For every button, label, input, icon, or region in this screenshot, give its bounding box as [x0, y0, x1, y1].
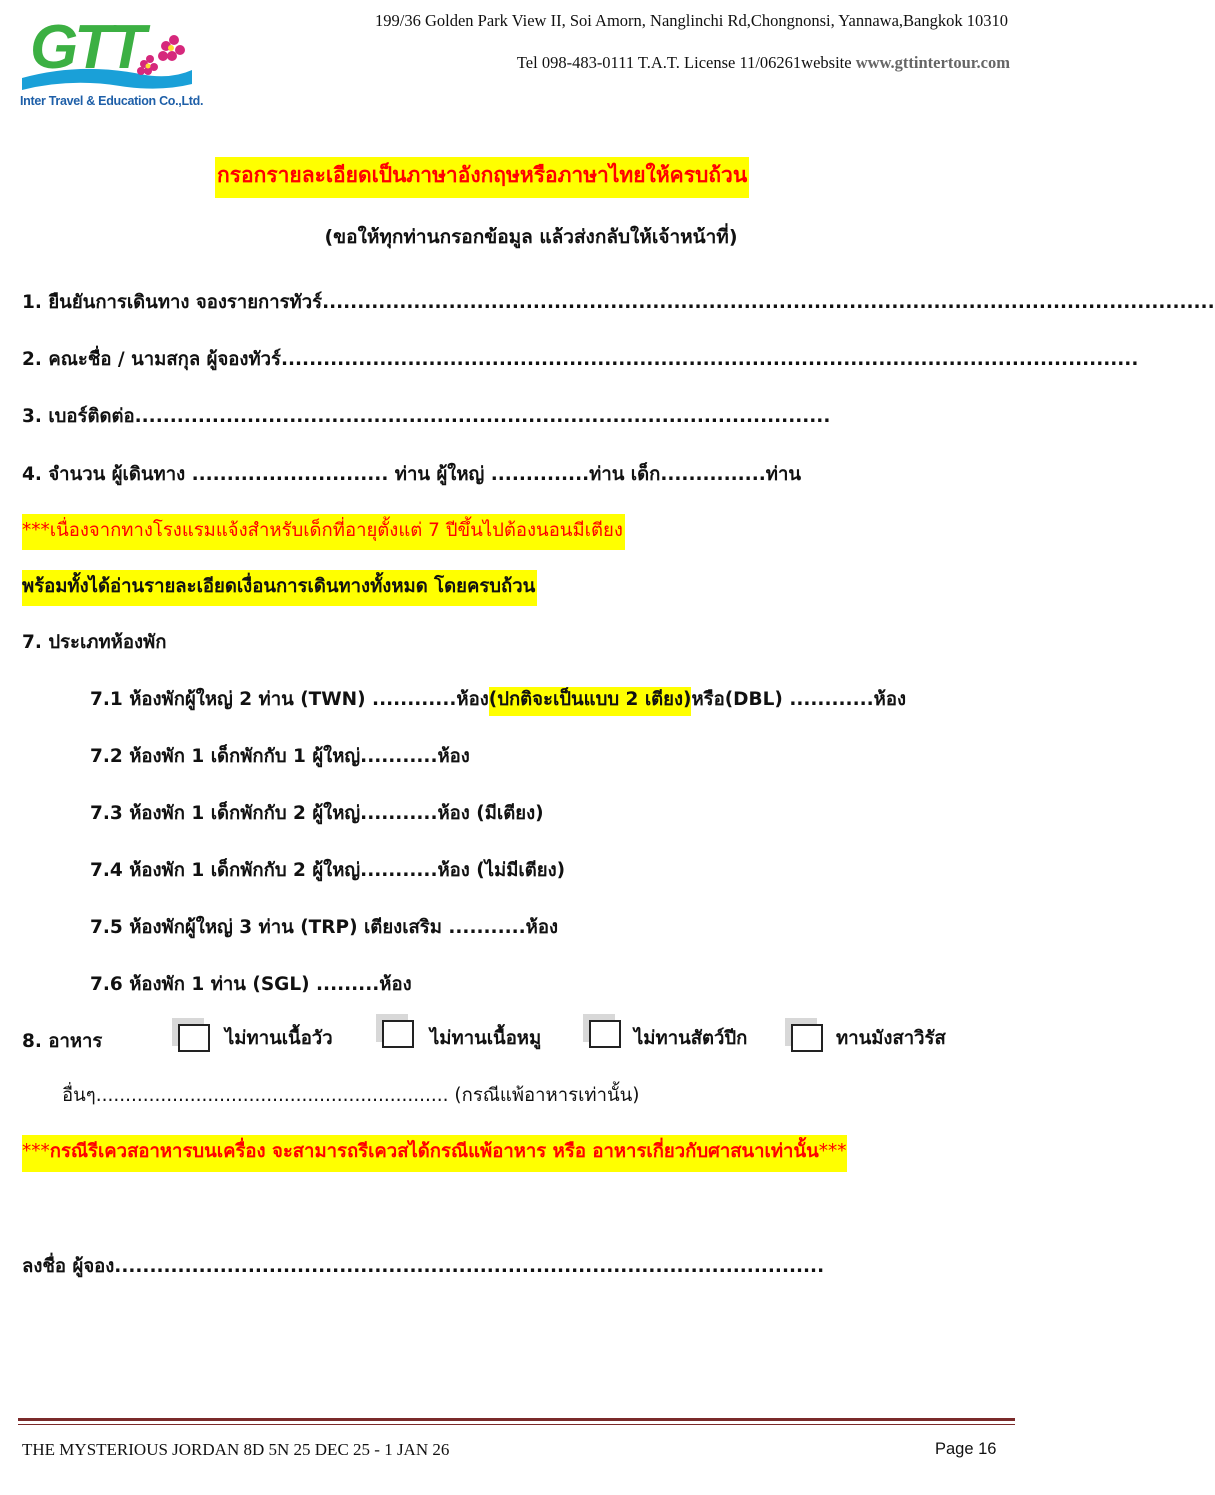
room-7-2[interactable]: 7.2 ห้องพัก 1 เด็กพักกับ 1 ผู้ใหญ่...........ห้อง [90, 746, 470, 767]
checkbox-no-beef[interactable] [178, 1024, 210, 1052]
company-address: 199/36 Golden Park View II, Soi Amorn, Nanglinchi Rd,Chongnonsi, Yannawa,Bangkok 10310 [374, 11, 1008, 30]
room-7-5[interactable]: 7.5 ห้องพักผู้ใหญ่ 3 ท่าน (TRP) เตียงเสริม ...........ห้อง [90, 917, 559, 938]
checkbox-no-poultry[interactable] [589, 1020, 621, 1048]
room-7-1[interactable] [90, 685, 906, 714]
footer-page-number: Page 16 [935, 1440, 997, 1458]
meal-note-text: กรณีรีเควสอาหารบนเครื่อง จะสามารถรีเควสได้กรณีแพ้อาหาร หรือ อาหารเกี่ยวกับศาสนาเท่านั้น [49, 1141, 819, 1162]
other-food-allergy[interactable]: อื่นๆ............................................................ (กรณีแพ้อาหารเท่านั้น) [62, 1085, 640, 1106]
room-7-1-text: 7.1 ห้องพักผู้ใหญ่ 2 ท่าน (TWN) ............ห้อง [90, 689, 489, 710]
meal-note-suffix: *** [818, 1141, 847, 1162]
signature-line[interactable]: ลงชื่อ ผู้จอง..................................................................................................... [22, 1256, 825, 1277]
note-read-conditions: พร้อมทั้งได้อ่านรายละเอียดเงื่อนการเดินทางทั้งหมด โดยครบถ้วน [22, 570, 537, 606]
food-option-no-pork: ไม่ทานเนื้อหมู [430, 1028, 542, 1049]
footer-tour-name: THE MYSTERIOUS JORDAN 8D 5N 25 DEC 25 - 1 JAN 26 [22, 1440, 450, 1459]
footer-rule [18, 1418, 1015, 1421]
room-7-3[interactable]: 7.3 ห้องพัก 1 เด็กพักกับ 2 ผู้ใหญ่...........ห้อง (มีเตียง) [90, 803, 544, 824]
logo-text: GTT [30, 13, 142, 82]
form-subtitle: (ขอให้ทุกท่านกรอกข้อมูล แล้วส่งกลับให้เจ้าหน้าที่) [324, 226, 738, 248]
question-7-room-type: 7. ประเภทห้องพัก [22, 632, 167, 653]
question-4-travelers[interactable]: 4. จำนวน ผู้เดินทาง ............................ ท่าน ผู้ใหญ่ ..............ท่าน เด็ก...............ท่าน [22, 464, 801, 485]
footer-rule-thin [18, 1424, 1015, 1425]
room-7-4[interactable]: 7.4 ห้องพัก 1 เด็กพักกับ 2 ผู้ใหญ่...........ห้อง (ไม่มีเตียง) [90, 860, 566, 881]
question-8-food: 8. อาหาร [22, 1031, 103, 1052]
logo-subtitle: Inter Travel & Education Co.,Ltd. [20, 94, 204, 108]
room-7-1-note: (ปกติจะเป็นแบบ 2 เตียง) [489, 687, 692, 716]
food-option-no-beef: ไม่ทานเนื้อวัว [225, 1028, 333, 1049]
food-option-vegetarian: ทานมังสาวิรัส [836, 1028, 946, 1049]
company-contact [517, 53, 1010, 73]
question-3-phone[interactable]: 3. เบอร์ติดต่อ................................................................................................... [22, 406, 831, 427]
note-meal-request [22, 1135, 847, 1172]
checkbox-vegetarian[interactable] [791, 1024, 823, 1052]
room-7-1-dbl: หรือ(DBL) ............ห้อง [691, 689, 906, 710]
food-option-no-poultry: ไม่ทานสัตว์ปีก [634, 1028, 748, 1049]
question-2-name[interactable]: 2. คณะชื่อ / นามสกุล ผู้จองทัวร์.......................................................................................................................... [22, 349, 1139, 370]
company-logo [20, 10, 204, 118]
question-1-tour[interactable]: 1. ยืนยันการเดินทาง จองรายการทัวร์............................................................................................................................... [22, 292, 1215, 313]
contact-text: Tel 098-483-0111 T.A.T. License 11/06261website [516, 53, 856, 72]
checkbox-no-pork[interactable] [382, 1020, 414, 1048]
form-title: กรอกรายละเอียดเป็นภาษาอังกฤษหรือภาษาไทยให้ครบถ้วน [215, 157, 749, 198]
website-link[interactable]: www.gttintertour.com [855, 53, 1010, 72]
meal-note-prefix: *** [22, 1141, 50, 1162]
room-7-6[interactable]: 7.6 ห้องพัก 1 ท่าน (SGL) .........ห้อง [90, 974, 412, 995]
note-child-bed: ***เนื่องจากทางโรงแรมแจ้งสำหรับเด็กที่อายุตั้งแต่ 7 ปีขึ้นไปต้องนอนมีเตียง [22, 514, 625, 550]
